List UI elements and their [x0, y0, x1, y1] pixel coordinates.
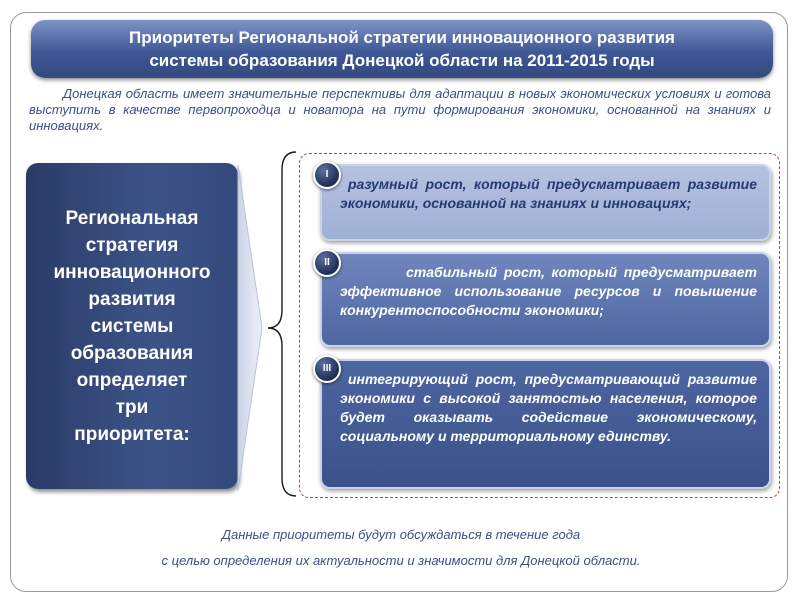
- strategy-line: образования: [70, 342, 194, 364]
- arrow-wedge: [238, 165, 262, 490]
- priority-badge: III: [313, 355, 341, 383]
- title-line-1: Приоритеты Региональной стратегии инновационного развития: [129, 28, 675, 47]
- intro-paragraph: Донецкая область имеет значительные перспективы для адаптации в новых экономических условиях и готова выступить в качестве первопроходца и новатора на пути формирования экономики, основанной на знаниях и инновациях.: [29, 86, 771, 133]
- strategy-line: три: [115, 396, 149, 418]
- strategy-line: инновационного: [53, 261, 211, 283]
- title-line-2: системы образования Донецкой области на 2011-2015 годы: [149, 51, 655, 70]
- strategy-panel: [26, 163, 238, 489]
- strategy-line: развития: [88, 288, 176, 310]
- priority-item: [320, 359, 771, 489]
- priority-badge: II: [313, 249, 341, 277]
- priority-badge: I: [313, 161, 341, 189]
- bracket-line: [268, 152, 296, 496]
- footer-line-2: с целью определения их актуальности и значимости для Донецкой области.: [161, 553, 641, 568]
- priority-text: интегрирующий рост, предусматривающий развитие экономики с высокой занятостью населения, которое будет оказывать содействие экономическому, социальному и территориальному единству.: [340, 371, 757, 444]
- strategy-line: определяет: [76, 369, 188, 391]
- title-banner: [31, 20, 773, 78]
- priority-text: разумный рост, который предусматривает развитие экономики, основанной на знаниях и инновациях;: [340, 176, 757, 211]
- strategy-line: системы: [90, 315, 174, 337]
- priority-text: стабильный рост, который предусматривает эффективное использование ресурсов и повышение конкурентоспособности экономики;: [340, 264, 757, 318]
- strategy-line: Региональная: [65, 207, 199, 229]
- strategy-line: стратегия: [85, 234, 179, 256]
- footer-line-1: Данные приоритеты будут обсуждаться в течение года: [221, 527, 581, 542]
- priority-item: [320, 252, 771, 347]
- pointer-arrow-icon: [236, 150, 300, 500]
- priority-item: [320, 164, 771, 241]
- strategy-line: приоритета:: [74, 423, 190, 445]
